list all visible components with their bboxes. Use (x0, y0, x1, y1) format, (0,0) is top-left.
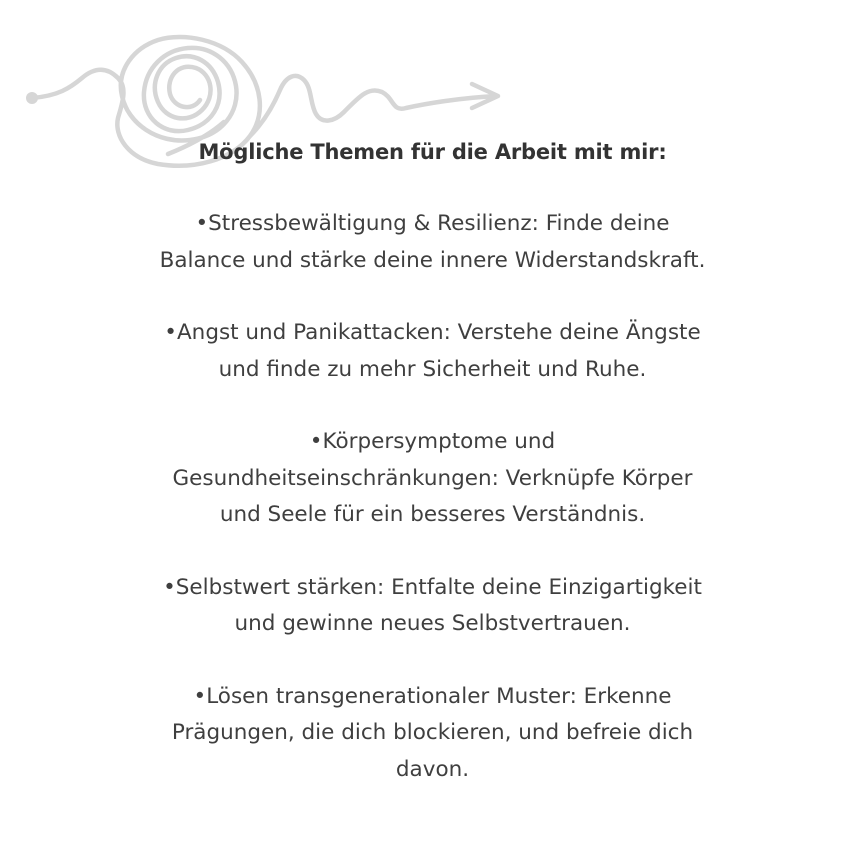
page-title: Mögliche Themen für die Arbeit mit mir: (198, 140, 667, 164)
topic-line: •Lösen transgenerationaler Muster: Erkenne (193, 683, 672, 709)
topic-anxiety-panic (60, 315, 805, 388)
topic-line: davon. (395, 756, 470, 782)
topic-body-symptoms (60, 424, 805, 534)
topic-line: •Körpersymptome und (309, 429, 556, 454)
topic-transgenerational-patterns (60, 679, 805, 789)
topic-line: •Selbstwert stärken: Entfalte deine Einzigartigkeit (163, 574, 702, 600)
topic-line: •Angst und Panikattacken: Verstehe deine Ängste (164, 320, 701, 345)
topic-line: und finde zu mehr Sicherheit und Ruhe. (218, 356, 647, 382)
topics-content (60, 134, 805, 788)
topic-line: Gesundheitseinschränkungen: Verknüpfe Körper (172, 465, 693, 491)
topic-self-worth (60, 570, 805, 643)
topic-line: Prägungen, die dich blockieren, und befreie dich (171, 720, 694, 745)
topic-line: und gewinne neues Selbstvertrauen. (234, 611, 631, 636)
topic-line: und Seele für ein besseres Verständnis. (219, 502, 646, 527)
topic-line: Balance und stärke deine innere Widerstandskraft. (159, 247, 706, 273)
topic-stress-resilience (60, 206, 805, 279)
topic-line: •Stressbewältigung & Resilienz: Finde deine (195, 211, 670, 236)
